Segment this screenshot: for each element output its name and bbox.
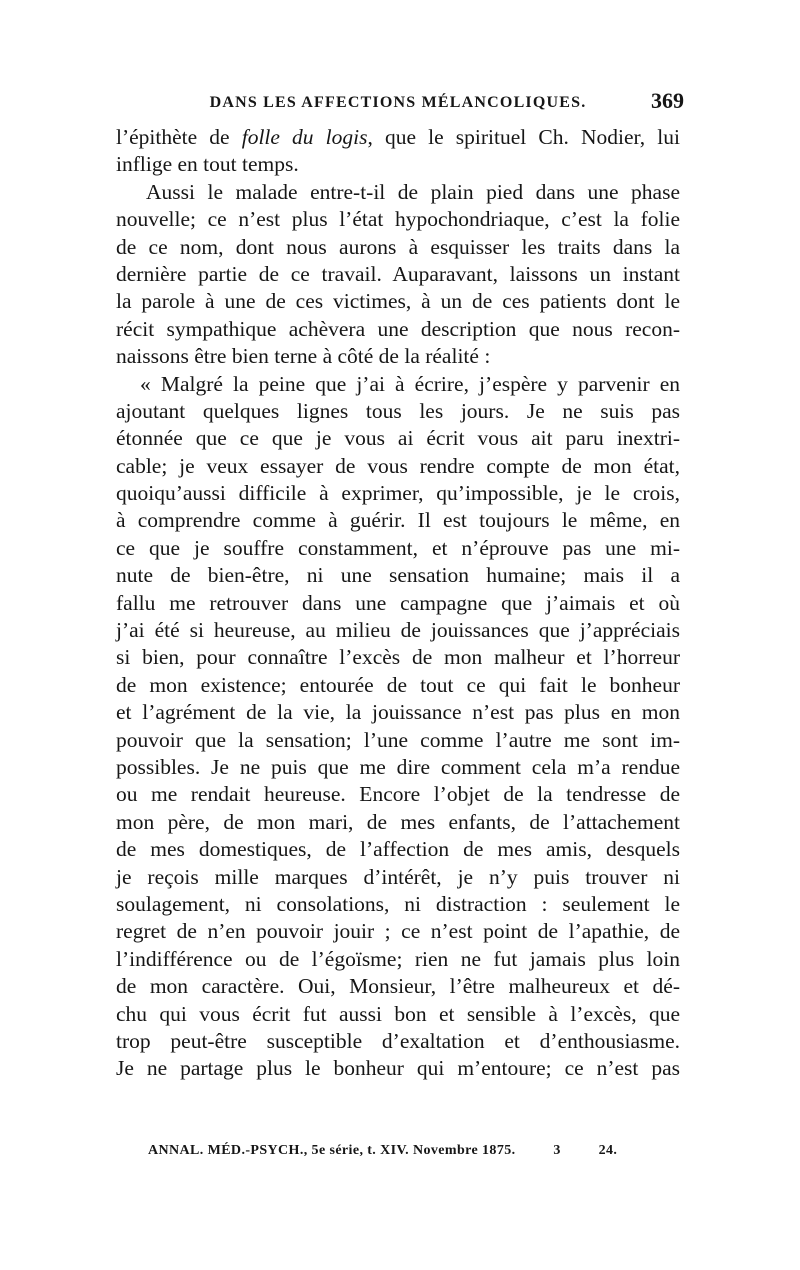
text-line-15: à comprendre comme à guérir. Il est toujours le même, en <box>116 508 680 533</box>
text-line-23: pouvoir que la sensation; l’une comme l’autre me sont im- <box>116 727 680 752</box>
text-line-28: je reçois mille marques d’intérêt, je n’y puis trouver ni <box>116 864 680 889</box>
page-number: 369 <box>651 88 684 113</box>
text-line-31: l’indifférence ou de l’égoïsme; rien ne fut jamais plus loin <box>116 946 680 971</box>
text-line-26: mon père, de mon mari, de mes enfants, de l’attachement <box>116 809 680 834</box>
body-text <box>116 124 680 1083</box>
text-line-24: possibles. Je ne puis que me dire comment cela m’a rendue <box>116 754 680 779</box>
text-line-11: ajoutant quelques lignes tous les jours. Je ne suis pas <box>116 398 680 423</box>
text-line-16: ce que je souffre constamment, et n’éprouve pas une mi- <box>116 535 680 560</box>
text-line-34: trop peut-être susceptible d’exaltation et d’enthousiasme. <box>116 1028 680 1053</box>
text-line-22: et l’agrément de la vie, la jouissance n’est pas plus en mon <box>116 700 680 725</box>
text-line-20: si bien, pour connaître l’excès de mon malheur et l’horreur <box>116 645 680 670</box>
text-line-29: soulagement, ni consolations, ni distraction : seulement le <box>116 891 680 916</box>
text-line-19: j’ai été si heureuse, au milieu de jouissances que j’appréciais <box>116 618 680 643</box>
text-line-5: de ce nom, dont nous aurons à esquisser les traits dans la <box>116 234 680 259</box>
journal-signature: ANNAL. MÉD.-PSYCH., 5e série, t. XIV. Novembre 1875. <box>148 1143 516 1158</box>
text-line-33: chu qui vous écrit fut aussi bon et sensible à l’excès, que <box>116 1001 680 1026</box>
text-line-8: récit sympathique achèvera une description que nous recon- <box>116 316 680 341</box>
running-head <box>118 88 684 116</box>
sheet-number: 3 <box>553 1143 561 1158</box>
text-line-3: Aussi le malade entre-t-il de plain pied dans une phase <box>146 179 680 204</box>
italic-phrase: folle du logis <box>241 125 368 149</box>
text-line-1-start: l’épithète de <box>116 125 242 149</box>
text-line-12: étonnée que ce que je vous ai écrit vous ait paru inextri- <box>116 426 680 451</box>
text-line-10: « Malgré la peine que j’ai à écrire, j’espère y parvenir en <box>140 371 680 396</box>
text-line-25: ou me rendait heureuse. Encore l’objet de la tendresse de <box>116 782 680 807</box>
text-line-1-end: , que le spirituel Ch. Nodier, lui <box>367 125 680 149</box>
sheet-page: 24. <box>598 1143 618 1158</box>
text-line-35: Je ne partage plus le bonheur qui m’entoure; ce n’est pas <box>116 1056 680 1081</box>
text-line-21: de mon existence; entourée de tout ce qui fait le bonheur <box>116 672 680 697</box>
text-line-17: nute de bien-être, ni une sensation humaine; mais il a <box>116 563 680 588</box>
text-line-32: de mon caractère. Oui, Monsieur, l’être malheureux et dé- <box>116 974 680 999</box>
text-line-2: inflige en tout temps. <box>116 152 299 177</box>
text-line-14: quoiqu’aussi difficile à exprimer, qu’impossible, je le crois, <box>116 481 680 506</box>
text-line-18: fallu me retrouver dans une campagne que j’aimais et où <box>116 590 680 615</box>
text-line-1 <box>116 124 680 151</box>
text-line-9: naissons être bien terne à côté de la réalité : <box>116 344 491 369</box>
text-line-6: dernière partie de ce travail. Auparavant, laissons un instant <box>116 261 680 286</box>
text-line-13: cable; je veux essayer de vous rendre compte de mon état, <box>116 453 680 478</box>
text-line-7: la parole à une de ces victimes, à un de ces patients dont le <box>116 289 680 314</box>
printer-signature-line <box>148 1140 648 1162</box>
running-title: DANS LES AFFECTIONS MÉLANCOLIQUES. <box>209 94 587 111</box>
text-line-27: de mes domestiques, de l’affection de mes amis, desquels <box>116 837 680 862</box>
text-line-30: regret de n’en pouvoir jouir ; ce n’est point de l’apathie, de <box>116 919 680 944</box>
text-line-4: nouvelle; ce n’est plus l’état hypochondriaque, c’est la folie <box>116 207 680 232</box>
